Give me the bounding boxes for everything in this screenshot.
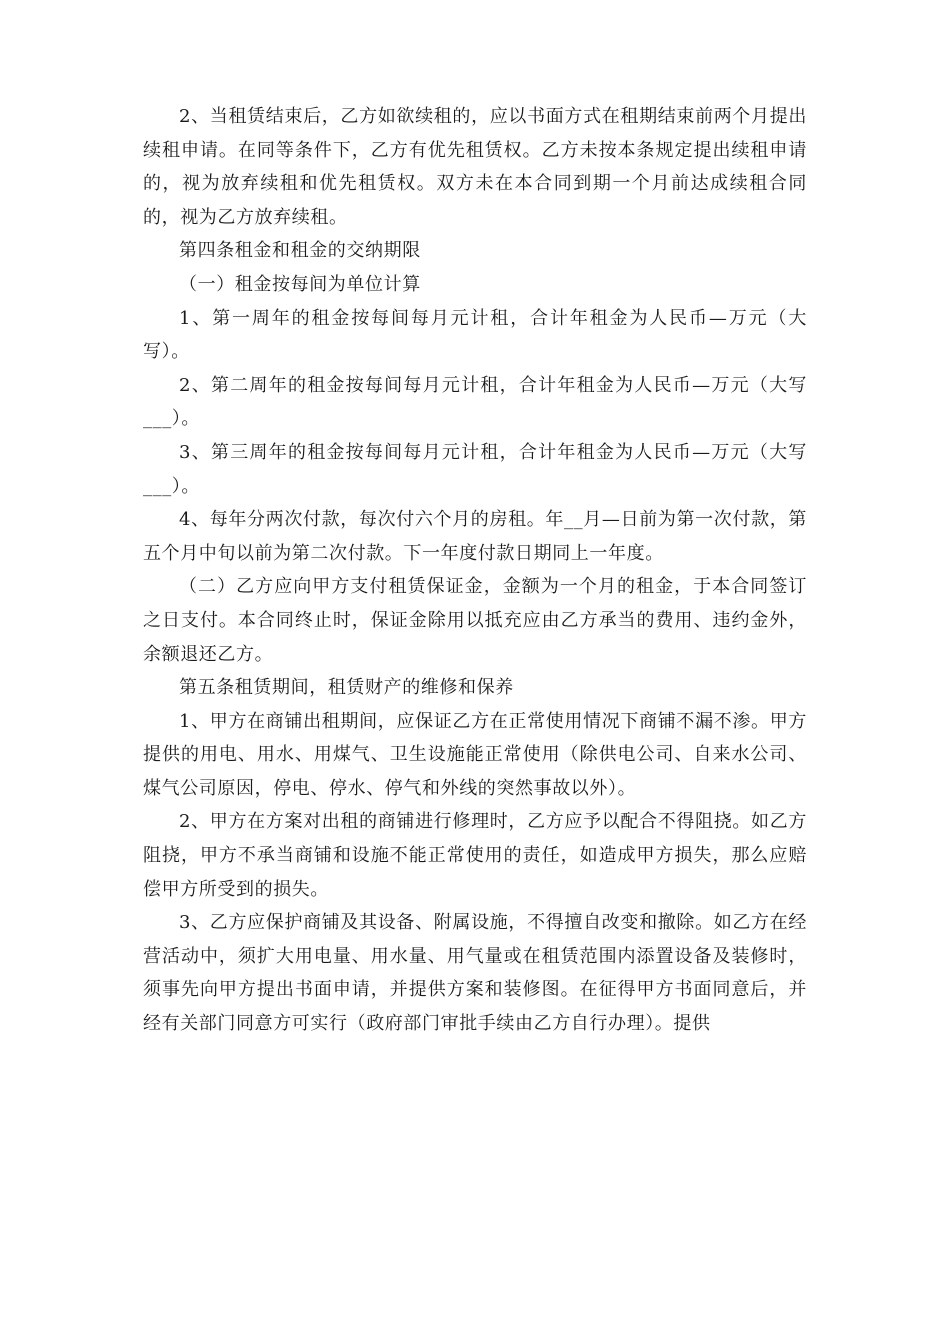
document-page [143,100,807,1041]
paragraph-year-three-rent: 3、第三周年的租金按每间每月元计租，合计年租金为人民币—万元（大写___）。 [143,441,807,497]
paragraph-maintenance-1: 1、甲方在商铺出租期间，应保证乙方在正常使用情况下商铺不漏不渗。甲方提供的用电、用水、用煤气、卫生设施能正常使用（除供电公司、自来水公司、煤气公司原因，停电、停水、停气和外线的突然事故以外）。 [143,710,807,799]
paragraph-renewal: 2、当租赁结束后，乙方如欲续租的，应以书面方式在租期结束前两个月提出续租申请。在同等条件下，乙方有优先租赁权。乙方未按本条规定提出续租申请的，视为放弃续租和优先租赁权。双方未在本合同到期一个月前达成续租合同的，视为乙方放弃续租。 [143,106,807,228]
article-four-heading: 第四条租金和租金的交纳期限 [179,240,421,262]
paragraph-maintenance-2: 2、甲方在方案对出租的商铺进行修理时，乙方应予以配合不得阻挠。如乙方阻挠，甲方不承当商铺和设施不能正常使用的责任，如造成甲方损失，那么应赔偿甲方所受到的损失。 [143,811,807,900]
paragraph-year-two-rent: 2、第二周年的租金按每间每月元计租，合计年租金为人民币—万元（大写___）。 [143,374,807,430]
paragraph-year-one-rent: 1、第一周年的租金按每间每月元计租，合计年租金为人民币—万元（大写）。 [143,307,807,363]
paragraph-payment-schedule: 4、每年分两次付款，每次付六个月的房租。年__月—日前为第一次付款，第五个月中旬以前为第二次付款。下一年度付款日期同上一年度。 [143,509,807,564]
paragraph-security-deposit: （二）乙方应向甲方支付租赁保证金，金额为一个月的租金，于本合同签订之日支付。本合同终止时，保证金除用以抵充应由乙方承当的费用、违约金外，余额退还乙方。 [143,576,807,665]
article-five-heading: 第五条租赁期间，租赁财产的维修和保养 [179,677,514,699]
section-one-heading: （一）租金按每间为单位计算 [179,273,421,295]
paragraph-maintenance-3: 3、乙方应保护商铺及其设备、附属设施，不得擅自改变和撤除。如乙方在经营活动中，须扩大用电量、用水量、用气量或在租赁范围内添置设备及装修时，须事先向甲方提出书面申请，并提供方案和装修图。在征得甲方书面同意后，并经有关部门同意方可实行（政府部门审批手续由乙方自行办理）。提供 [143,912,807,1035]
